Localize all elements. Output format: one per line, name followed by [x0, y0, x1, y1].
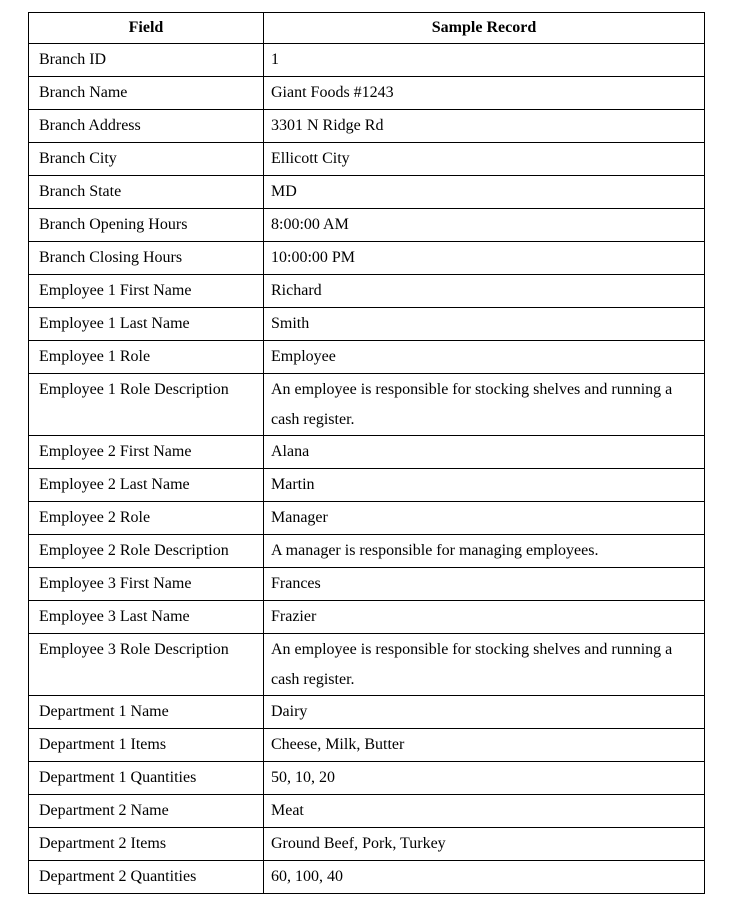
sample-value-cell: Smith	[264, 308, 705, 341]
field-name-cell: Department 1 Items	[29, 729, 264, 762]
field-name-cell: Employee 3 Role Description	[29, 634, 264, 696]
table-row	[29, 374, 705, 436]
table-row	[29, 242, 705, 275]
sample-value-cell: Giant Foods #1243	[264, 77, 705, 110]
sample-value-cell: An employee is responsible for stocking shelves and running a cash register.	[264, 634, 705, 696]
field-name-cell: Employee 3 Last Name	[29, 601, 264, 634]
table-row	[29, 143, 705, 176]
table-row	[29, 77, 705, 110]
sample-value-cell: 10:00:00 PM	[264, 242, 705, 275]
table-row	[29, 275, 705, 308]
field-name-cell: Employee 1 Role	[29, 341, 264, 374]
field-name-cell: Employee 1 Last Name	[29, 308, 264, 341]
table-row	[29, 341, 705, 374]
table-row	[29, 535, 705, 568]
field-name-cell: Department 1 Name	[29, 696, 264, 729]
sample-value-cell: 1	[264, 44, 705, 77]
sample-value-cell: 60, 100, 40	[264, 861, 705, 894]
table-row	[29, 696, 705, 729]
sample-value-cell: Ground Beef, Pork, Turkey	[264, 828, 705, 861]
sample-value-cell: Richard	[264, 275, 705, 308]
sample-value-cell: Cheese, Milk, Butter	[264, 729, 705, 762]
sample-value-cell: 50, 10, 20	[264, 762, 705, 795]
table-row	[29, 601, 705, 634]
table-row	[29, 634, 705, 696]
sample-value-cell: Martin	[264, 469, 705, 502]
table-row	[29, 436, 705, 469]
sample-value-cell: Employee	[264, 341, 705, 374]
field-name-cell: Department 2 Name	[29, 795, 264, 828]
field-name-cell: Employee 3 First Name	[29, 568, 264, 601]
table-row	[29, 44, 705, 77]
table-row	[29, 502, 705, 535]
field-name-cell: Department 2 Items	[29, 828, 264, 861]
table-row	[29, 795, 705, 828]
sample-value-cell: Meat	[264, 795, 705, 828]
field-name-cell: Employee 1 Role Description	[29, 374, 264, 436]
table-row	[29, 308, 705, 341]
sample-value-cell: Frances	[264, 568, 705, 601]
table-body	[29, 44, 705, 894]
table-row	[29, 568, 705, 601]
table-header	[29, 13, 705, 44]
table-row	[29, 729, 705, 762]
sample-value-cell: MD	[264, 176, 705, 209]
sample-value-cell: Alana	[264, 436, 705, 469]
field-name-cell: Employee 1 First Name	[29, 275, 264, 308]
field-name-cell: Department 2 Quantities	[29, 861, 264, 894]
sample-record-column-header: Sample Record	[264, 13, 705, 44]
table-row	[29, 209, 705, 242]
table-row	[29, 762, 705, 795]
sample-value-cell: Manager	[264, 502, 705, 535]
field-name-cell: Employee 2 Role Description	[29, 535, 264, 568]
table-row	[29, 110, 705, 143]
field-name-cell: Employee 2 First Name	[29, 436, 264, 469]
sample-record-table	[28, 12, 705, 894]
field-column-header: Field	[29, 13, 264, 44]
sample-value-cell: 8:00:00 AM	[264, 209, 705, 242]
field-name-cell: Branch Opening Hours	[29, 209, 264, 242]
field-name-cell: Branch Address	[29, 110, 264, 143]
field-name-cell: Branch Name	[29, 77, 264, 110]
table-row	[29, 828, 705, 861]
field-name-cell: Employee 2 Role	[29, 502, 264, 535]
sample-value-cell: 3301 N Ridge Rd	[264, 110, 705, 143]
field-name-cell: Employee 2 Last Name	[29, 469, 264, 502]
field-name-cell: Branch City	[29, 143, 264, 176]
sample-value-cell: An employee is responsible for stocking shelves and running a cash register.	[264, 374, 705, 436]
sample-value-cell: Dairy	[264, 696, 705, 729]
field-name-cell: Branch State	[29, 176, 264, 209]
field-name-cell: Department 1 Quantities	[29, 762, 264, 795]
table-row	[29, 176, 705, 209]
table-row	[29, 861, 705, 894]
field-name-cell: Branch Closing Hours	[29, 242, 264, 275]
sample-value-cell: A manager is responsible for managing employees.	[264, 535, 705, 568]
header-row	[29, 13, 705, 44]
sample-value-cell: Frazier	[264, 601, 705, 634]
field-name-cell: Branch ID	[29, 44, 264, 77]
table-row	[29, 469, 705, 502]
sample-value-cell: Ellicott City	[264, 143, 705, 176]
